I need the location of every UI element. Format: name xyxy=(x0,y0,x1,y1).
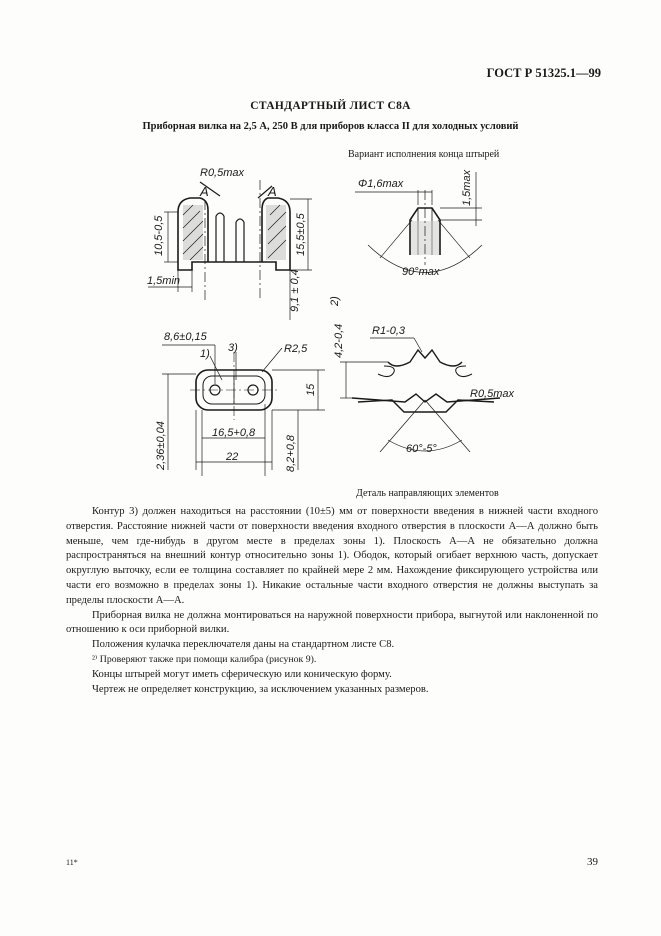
paragraph: Положения кулачка переключателя даны на стандартном листе C8. xyxy=(92,639,395,651)
label-height-left: 10,5-0,5 xyxy=(153,215,165,256)
label-radius-guide: R1-0,3 xyxy=(372,325,406,337)
label-section-a2: A xyxy=(268,184,277,199)
label-width-top: 8,6±0,15 xyxy=(164,331,207,343)
label-angle-tip: 90°max xyxy=(402,266,440,278)
page-number: 39 xyxy=(587,856,598,868)
label-depth: 9,1 ± 0,4 xyxy=(289,269,301,312)
paragraph: Концы штырей могут иметь сферическую или коническую форму. xyxy=(92,668,392,680)
label-height-right: 15,5±0,5 xyxy=(295,213,307,256)
label-guide-height: 4,2-0,4 xyxy=(333,323,345,358)
page-note: 11* xyxy=(66,858,78,867)
label-height-15: 15 xyxy=(305,383,317,396)
sheet-subtitle: Приборная вилка на 2,5 А, 250 В для приборов класса II для холодных условий xyxy=(142,121,519,132)
document-number: ГОСТ Р 51325.1—99 xyxy=(486,66,601,80)
front-view xyxy=(162,345,325,476)
label-radius-05: R0,5max xyxy=(470,388,515,400)
label-section-a1: A xyxy=(200,184,209,199)
label-radius-25: R2,5 xyxy=(284,343,308,355)
paragraph: Чертеж не определяет конструкцию, за исключением указанных размеров. xyxy=(92,683,429,695)
label-bottom-offset: 8,2+0,8 xyxy=(285,434,297,472)
label-pin-spacing: 16,5+0,8 xyxy=(212,427,256,439)
sheet-title: СТАНДАРТНЫЙ ЛИСТ C8A xyxy=(250,100,411,112)
label-footnote-marker: 2) xyxy=(329,296,341,306)
label-radius-top: R0,5max xyxy=(200,167,245,179)
variant-caption: Вариант исполнения конца штырей xyxy=(348,149,500,160)
label-diam-pin: Φ1,6max xyxy=(358,178,404,190)
detail-caption: Деталь направляющих элементов xyxy=(356,488,499,499)
label-zone-3: 3) xyxy=(228,342,238,354)
label-zone-1: 1) xyxy=(200,348,210,360)
paragraph: Приборная вилка не должна монтироваться на наружной поверхности прибора, выгнутой или наклоненной по отношению к оси приборной вилки. xyxy=(66,609,598,636)
label-left-offset: 2,36±0,04 xyxy=(155,421,167,470)
footnote: ²⁾ Проверяют также при помощи калибра (рисунок 9). xyxy=(92,653,317,665)
label-angle-60: 60°-5° xyxy=(406,443,437,455)
label-pin-tip: 1,5max xyxy=(461,169,473,206)
paragraph: Контур 3) должен находиться на расстоянии (10±5) мм от поверхности введения в нижней части входного отверстия. Расстояние нижней части от поверхности введения входного отверстия в плоскости А—А должно быть меньше, чем где-нибудь в другом месте в пределах зоны 1). Плоскость А—А не обязательно должна распространяться на внешний контур относительно зоны 1). Ободок, который огибает верхнюю часть, допускает округлую выточку, если ее толщина составляет по крайней мере 2 мм. Нахождение фиксирующего устройства или части его возможно в пределах зоны 1). Никакие остальные части входного отверстия не должны выступать за пределы плоскости А—А. xyxy=(66,506,598,606)
side-section-view xyxy=(148,180,312,320)
label-width-22: 22 xyxy=(226,451,239,463)
label-min-wall: 1,5min xyxy=(147,275,181,287)
body-text xyxy=(66,505,598,697)
